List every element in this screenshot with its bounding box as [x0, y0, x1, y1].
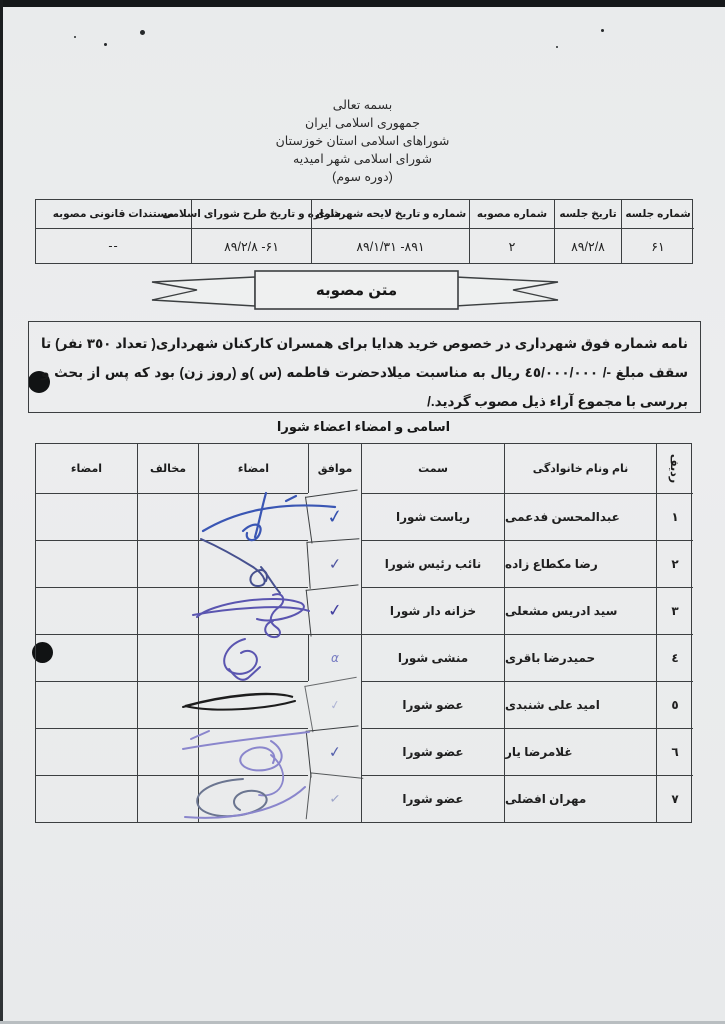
row-number: ٤ — [656, 634, 693, 681]
session-info-table — [35, 199, 693, 264]
member-name: رضا مکطاع زاده — [504, 540, 656, 587]
info-value-bill-no-date: ۸۹/۱/۳۱ -۸۹۱ — [311, 228, 469, 263]
info-header-session-no: شماره جلسه — [621, 200, 694, 228]
oppose-cell — [137, 634, 198, 681]
letterhead-line-basmala: بسمه تعالی — [332, 98, 393, 112]
ink-speck — [140, 30, 145, 35]
col-header-oppose: مخالف — [137, 444, 198, 493]
member-name: امید علی شنبدی — [504, 681, 656, 728]
member-name: غلامرضا یار — [504, 728, 656, 775]
members-signature-table — [35, 443, 692, 823]
member-role: منشی شورا — [361, 634, 504, 681]
letterhead-line-term: (دوره سوم) — [332, 170, 393, 184]
member-role: خزانه دار شورا — [361, 587, 504, 634]
scan-edge-top — [0, 0, 725, 7]
col-header-oppose-sign: امضاء — [70, 463, 103, 475]
letterhead-line-republic: جمهوری اسلامی ایران — [305, 116, 420, 130]
oppose-cell — [137, 493, 198, 540]
agree-sign-cell — [198, 540, 308, 587]
agree-sign-cell — [198, 587, 308, 634]
letterhead — [0, 96, 725, 186]
oppose-sign-cell — [36, 493, 137, 540]
agree-check: ✓ — [306, 772, 364, 824]
info-value-legal-refs: -- — [36, 228, 191, 263]
banner-title: متن مصوبه — [315, 282, 398, 299]
info-header-session-date: تاریخ جلسه — [554, 200, 621, 228]
member-name: عبدالمحسن فدعمی — [504, 493, 656, 540]
row-number: ٦ — [656, 728, 693, 775]
info-header-bill-no-date: شماره و تاریخ لایحه شهرداری — [311, 200, 469, 228]
oppose-sign-cell — [36, 728, 137, 775]
members-section-title: اسامی و امضاء اعضاء شورا — [276, 419, 451, 434]
col-header-agree-sign: امضاء — [198, 444, 308, 493]
resolution-text-box — [28, 321, 701, 413]
ink-speck — [601, 29, 604, 32]
letterhead-line-city-council: شورای اسلامی شهر امیدیه — [293, 152, 432, 166]
oppose-cell — [137, 681, 198, 728]
agree-check: ✓ — [306, 538, 362, 589]
agree-check: ✓ — [305, 490, 364, 544]
oppose-sign-cell — [36, 634, 137, 681]
oppose-cell — [137, 728, 198, 775]
info-value-session-no: ۶۱ — [621, 228, 694, 263]
ink-speck — [74, 36, 76, 38]
info-value-session-date: ۸۹/۲/۸ — [554, 228, 621, 263]
resolution-text: نامه شماره فوق شهرداری در خصوص خرید هدایا برای همسران کارکنان شهرداری( تعداد ٣٥٠ نفر) تا سقف مبلغ -/ ٤٥/٠٠٠/٠٠٠ ریال به مناسبت میلادحضرت فاطمه (س )و (روز زن) بود که پس از بحث و بررسی با مجموع آراء ذیل مصوب گردید./ — [41, 336, 688, 409]
agree-check: ✓ — [306, 584, 364, 636]
info-header-plan-no-date: شماره و تاریخ طرح شورای اسلامی — [191, 200, 311, 228]
row-number: ۱ — [656, 493, 693, 540]
agree-sign-cell — [198, 728, 308, 775]
row-number: ۷ — [656, 775, 693, 822]
row-number: ۳ — [656, 587, 693, 634]
col-header-agree: موافق — [308, 444, 361, 493]
oppose-sign-cell — [36, 775, 137, 822]
agree-check: ✓ — [304, 677, 364, 732]
row-number: ۲ — [656, 540, 693, 587]
oppose-cell — [137, 775, 198, 822]
member-name: سید ادریس مشعلی — [504, 587, 656, 634]
col-header-name: نام ونام خانوادگی — [504, 444, 656, 493]
agree-sign-cell — [198, 634, 308, 681]
member-name: مهران افضلی — [504, 775, 656, 822]
info-value-resolution-no: ۲ — [469, 228, 554, 263]
member-role: عضو شورا — [361, 775, 504, 822]
oppose-sign-cell — [36, 540, 137, 587]
ink-speck — [556, 46, 558, 48]
info-header-resolution-no: شماره مصوبه — [469, 200, 554, 228]
row-number: ٥ — [656, 681, 693, 728]
agree-sign-cell — [198, 775, 308, 822]
agree-sign-cell — [198, 681, 308, 728]
oppose-cell — [137, 540, 198, 587]
col-header-role: سمت — [361, 444, 504, 493]
member-role: عضو شورا — [361, 681, 504, 728]
oppose-sign-cell — [36, 681, 137, 728]
member-name: حمیدرضا باقری — [504, 634, 656, 681]
info-header-legal-refs: مستندات قانونی مصوبه — [52, 208, 175, 220]
agree-check: ✓ — [306, 725, 364, 777]
letterhead-line-province-councils: شوراهای اسلامی استان خوزستان — [275, 134, 450, 148]
oppose-sign-cell — [36, 587, 137, 634]
info-value-plan-no-date: ۸۹/۲/۸ -۶۱ — [191, 228, 311, 263]
member-role: عضو شورا — [361, 728, 504, 775]
agree-check: α — [308, 634, 361, 681]
ink-speck — [104, 43, 107, 46]
resolution-banner — [145, 266, 565, 312]
col-header-row-no: ردیف — [656, 444, 693, 493]
agree-sign-cell — [198, 493, 308, 540]
oppose-cell — [137, 587, 198, 634]
member-role: نائب رئیس شورا — [361, 540, 504, 587]
member-role: ریاست شورا — [361, 493, 504, 540]
